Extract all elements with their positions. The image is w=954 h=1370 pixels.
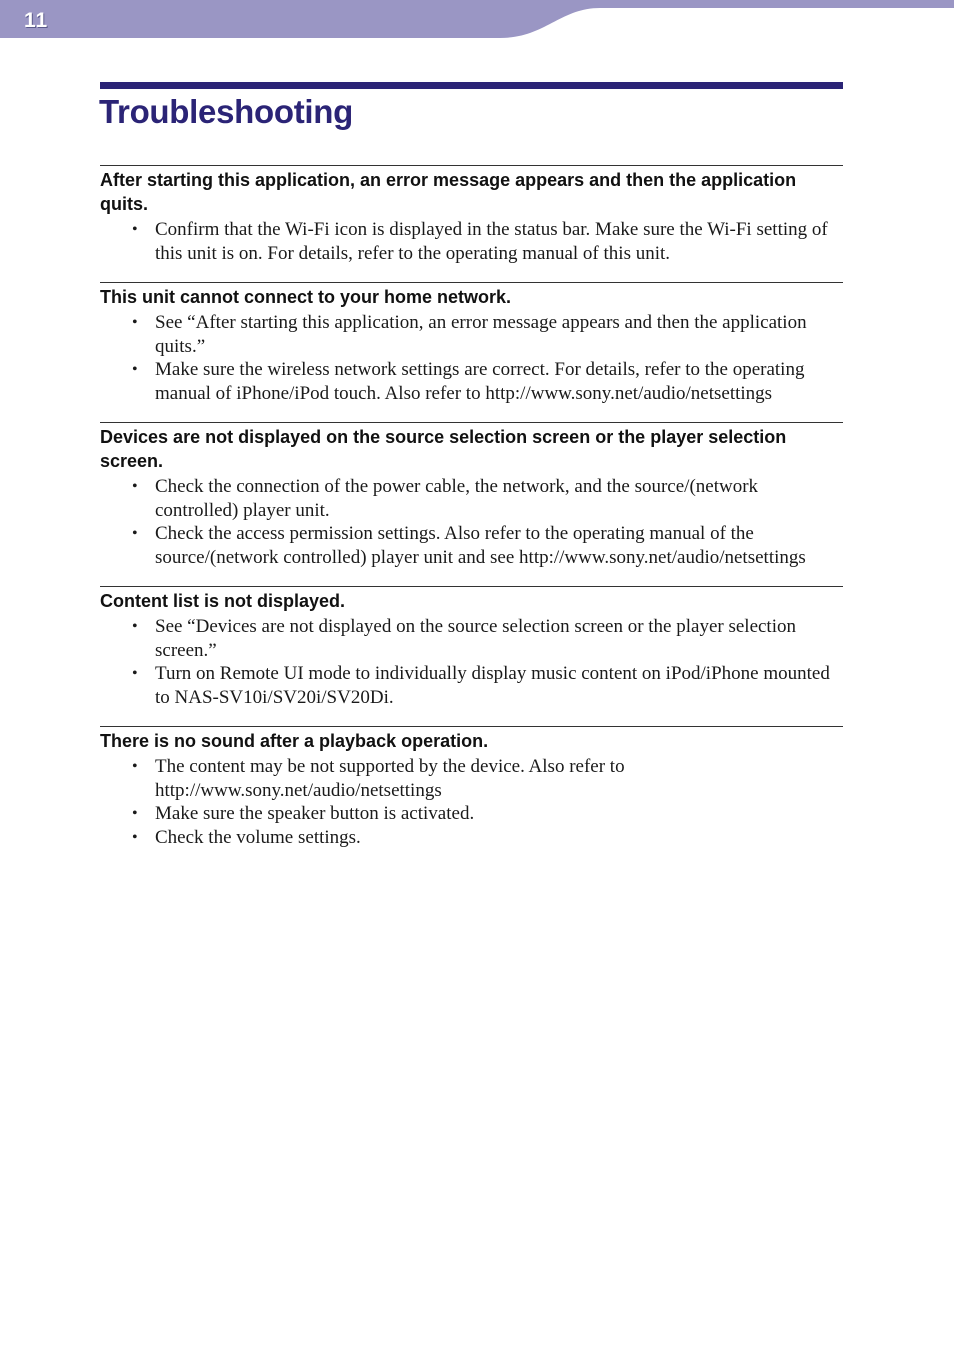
- bullet-list: [100, 615, 843, 709]
- bullet-list: [100, 475, 843, 569]
- list-item-text: Confirm that the Wi-Fi icon is displayed in the status bar. Make sure the Wi-Fi setting of this unit is on. For details, refer to the operating manual of this unit.: [155, 219, 828, 264]
- list-item-text: See “After starting this application, an error message appears and then the application quits.”: [155, 312, 807, 357]
- section-devices-not-displayed: [100, 422, 843, 586]
- section-app-quits: [100, 165, 843, 282]
- list-item: [100, 826, 843, 850]
- section-no-sound: [100, 726, 843, 866]
- bullet-list: [100, 311, 843, 405]
- bullet-icon: •: [132, 758, 138, 775]
- troubleshooting-list: [100, 165, 843, 866]
- bullet-icon: •: [132, 665, 138, 682]
- list-item-text: Check the volume settings.: [155, 826, 361, 848]
- list-item: [100, 311, 843, 358]
- list-item: [100, 475, 843, 522]
- bullet-icon: •: [132, 828, 138, 846]
- section-cannot-connect: [100, 282, 843, 422]
- section-heading: Content list is not displayed.: [100, 591, 346, 611]
- header-band: [0, 0, 954, 40]
- bullet-list: [100, 218, 843, 265]
- page-number: 11: [24, 9, 49, 32]
- page-title: Troubleshooting: [99, 93, 353, 130]
- title-rule: [100, 82, 843, 89]
- list-item-text: The content may be not supported by the device. Also refer to http://www.sony.net/audio/netsettings: [155, 756, 625, 801]
- bullet-icon: •: [132, 525, 138, 542]
- bullet-icon: •: [132, 478, 138, 495]
- bullet-list: [100, 755, 843, 849]
- section-heading: After starting this application, an error message appears and then the application quits.: [100, 170, 797, 214]
- list-item-text: Check the access permission settings. Also refer to the operating manual of the source/(network controlled) player unit and see http://www.sony.net/audio/netsettings: [155, 523, 806, 568]
- header-band-shape: [0, 0, 954, 40]
- section-heading: This unit cannot connect to your home network.: [100, 287, 512, 307]
- list-item: [100, 802, 843, 826]
- section-heading: There is no sound after a playback operation.: [100, 731, 489, 751]
- list-item: [100, 218, 843, 265]
- list-item: [100, 522, 843, 569]
- list-item-text: Make sure the speaker button is activated.: [155, 803, 475, 824]
- bullet-icon: •: [132, 314, 138, 331]
- section-content-list: [100, 586, 843, 726]
- list-item: [100, 358, 843, 405]
- list-item-text: See “Devices are not displayed on the source selection screen or the player selection screen.”: [155, 616, 796, 661]
- list-item: [100, 662, 843, 709]
- list-item: [100, 615, 843, 662]
- list-item-text: Turn on Remote UI mode to individually display music content on iPod/iPhone mounted to NAS-SV10i/SV20i/SV20Di.: [155, 663, 830, 708]
- bullet-icon: •: [132, 805, 138, 822]
- bullet-icon: •: [132, 221, 138, 238]
- section-heading: Devices are not displayed on the source selection screen or the player selection screen.: [100, 427, 787, 471]
- list-item-text: Check the connection of the power cable, the network, and the source/(network controlled) player unit.: [155, 476, 759, 521]
- bullet-icon: •: [132, 618, 138, 635]
- bullet-icon: •: [132, 361, 138, 378]
- list-item: [100, 755, 843, 802]
- list-item-text: Make sure the wireless network settings are correct. For details, refer to the operating manual of iPhone/iPod touch. Also refer to http://www.sony.net/audio/netsettings: [155, 359, 805, 404]
